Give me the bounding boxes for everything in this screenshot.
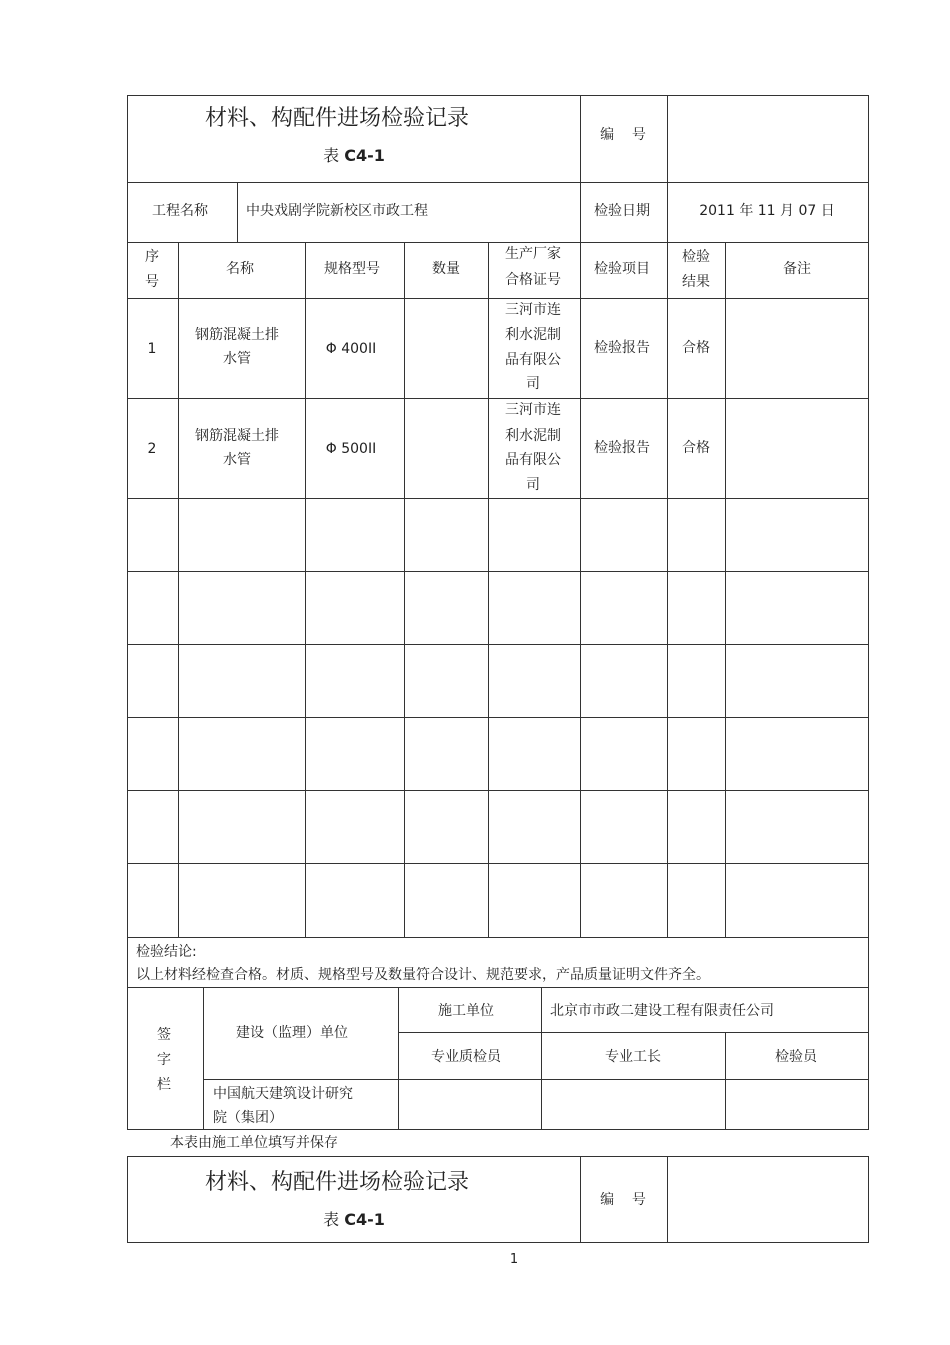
conclusion-label: 检验结论: — [136, 944, 197, 960]
table-border-right — [868, 95, 869, 1130]
row-item: 检验报告 — [594, 340, 650, 356]
col-seq-line1: 序 — [145, 249, 159, 265]
rule — [178, 242, 179, 937]
rule — [127, 1242, 869, 1243]
rule — [127, 644, 869, 645]
owner-label: 建设（监理）单位 — [236, 1025, 348, 1041]
rule — [398, 987, 399, 1129]
sign-col-char1: 签 — [157, 1027, 171, 1043]
rule — [127, 1156, 869, 1157]
rule — [127, 242, 869, 243]
rule — [305, 242, 306, 937]
col-result-line1: 检验 — [682, 249, 710, 265]
owner-value-line2: 院（集团） — [213, 1110, 283, 1126]
form-title-repeat: 材料、构配件进场检验记录 — [204, 1170, 470, 1195]
rule — [127, 298, 869, 299]
rule — [667, 242, 668, 937]
rule — [127, 1156, 128, 1243]
conclusion-text: 以上材料经检查合格。材质、规格型号及数量符合设计、规范要求，产品质量证明文件齐全。 — [136, 967, 710, 983]
col-item: 检验项目 — [594, 261, 650, 277]
rule — [127, 398, 869, 399]
row-maker-line4: 司 — [526, 376, 540, 392]
col-remark: 备注 — [783, 261, 811, 277]
sign-col-char3: 栏 — [157, 1077, 171, 1093]
project-name-value: 中央戏剧学院新校区市政工程 — [246, 203, 428, 219]
row-name-line1: 钢筋混凝土排 — [195, 428, 279, 444]
row-item: 检验报告 — [594, 440, 650, 456]
sign-col-char2: 字 — [157, 1052, 171, 1068]
table-number-prefix: 表 — [323, 1210, 340, 1229]
builder-label: 施工单位 — [438, 1003, 494, 1019]
row-maker-line1: 三河市连 — [505, 302, 561, 318]
rule — [237, 182, 238, 243]
col-name: 名称 — [226, 261, 254, 277]
table-border-top — [127, 95, 869, 96]
table-number — [323, 144, 385, 168]
rule — [127, 182, 869, 183]
owner-value-line1: 中国航天建筑设计研究 — [213, 1086, 353, 1102]
col-qty: 数量 — [432, 261, 460, 277]
rule — [203, 987, 204, 1129]
rule — [667, 1156, 668, 1243]
row-maker-line2: 利水泥制 — [505, 327, 561, 343]
rule — [725, 1032, 726, 1129]
rule — [127, 571, 869, 572]
row-maker-line4: 司 — [526, 477, 540, 493]
table-number-prefix: 表 — [323, 146, 340, 165]
foreman-label: 专业工长 — [605, 1049, 661, 1065]
row-name-line2: 水管 — [223, 351, 251, 367]
rule — [580, 95, 581, 243]
row-result: 合格 — [682, 440, 710, 456]
col-seq-line2: 号 — [145, 274, 159, 290]
col-spec: 规格型号 — [324, 261, 380, 277]
project-name-label: 工程名称 — [152, 203, 208, 219]
serial-label: 编 号 — [600, 127, 646, 143]
qc-label: 专业质检员 — [431, 1049, 501, 1065]
inspector-label: 检验员 — [775, 1049, 817, 1065]
inspection-date-label: 检验日期 — [594, 203, 650, 219]
row-result: 合格 — [682, 340, 710, 356]
rule — [127, 937, 869, 938]
col-maker-line2: 合格证号 — [505, 272, 561, 288]
row-maker-line2: 利水泥制 — [505, 428, 561, 444]
rule — [127, 863, 869, 864]
table-number-repeat — [323, 1208, 385, 1232]
rule — [127, 717, 869, 718]
table-number-code: C4-1 — [344, 146, 385, 165]
rule — [127, 987, 869, 988]
serial-label-repeat: 编 号 — [600, 1192, 646, 1208]
footnote: 本表由施工单位填写并保存 — [170, 1135, 338, 1151]
rule — [580, 1156, 581, 1243]
rule — [203, 1079, 869, 1080]
row-spec: Φ 400II — [325, 341, 377, 357]
rule — [398, 1032, 869, 1033]
rule — [488, 242, 489, 937]
rule — [127, 498, 869, 499]
row-name-line2: 水管 — [223, 452, 251, 468]
inspection-date-value: 2011 年 11 月 07 日 — [699, 203, 835, 219]
row-spec: Φ 500II — [325, 441, 377, 457]
rule — [541, 987, 542, 1129]
row-maker-line1: 三河市连 — [505, 402, 561, 418]
rule — [667, 95, 668, 243]
col-result-line2: 结果 — [682, 274, 710, 290]
page-number: 1 — [509, 1252, 519, 1267]
col-maker-line1: 生产厂家 — [505, 246, 561, 262]
rule — [868, 1156, 869, 1243]
row-name-line1: 钢筋混凝土排 — [195, 327, 279, 343]
rule — [404, 242, 405, 937]
rule — [127, 790, 869, 791]
table-number-code: C4-1 — [344, 1210, 385, 1229]
row-maker-line3: 品有限公 — [505, 452, 561, 468]
builder-value: 北京市市政二建设工程有限责任公司 — [550, 1003, 774, 1019]
form-title: 材料、构配件进场检验记录 — [204, 106, 470, 131]
row-maker-line3: 品有限公 — [505, 352, 561, 368]
row-seq: 2 — [147, 441, 157, 457]
rule — [580, 242, 581, 937]
table-border-left — [127, 95, 128, 1130]
rule — [725, 242, 726, 937]
row-seq: 1 — [147, 341, 157, 357]
